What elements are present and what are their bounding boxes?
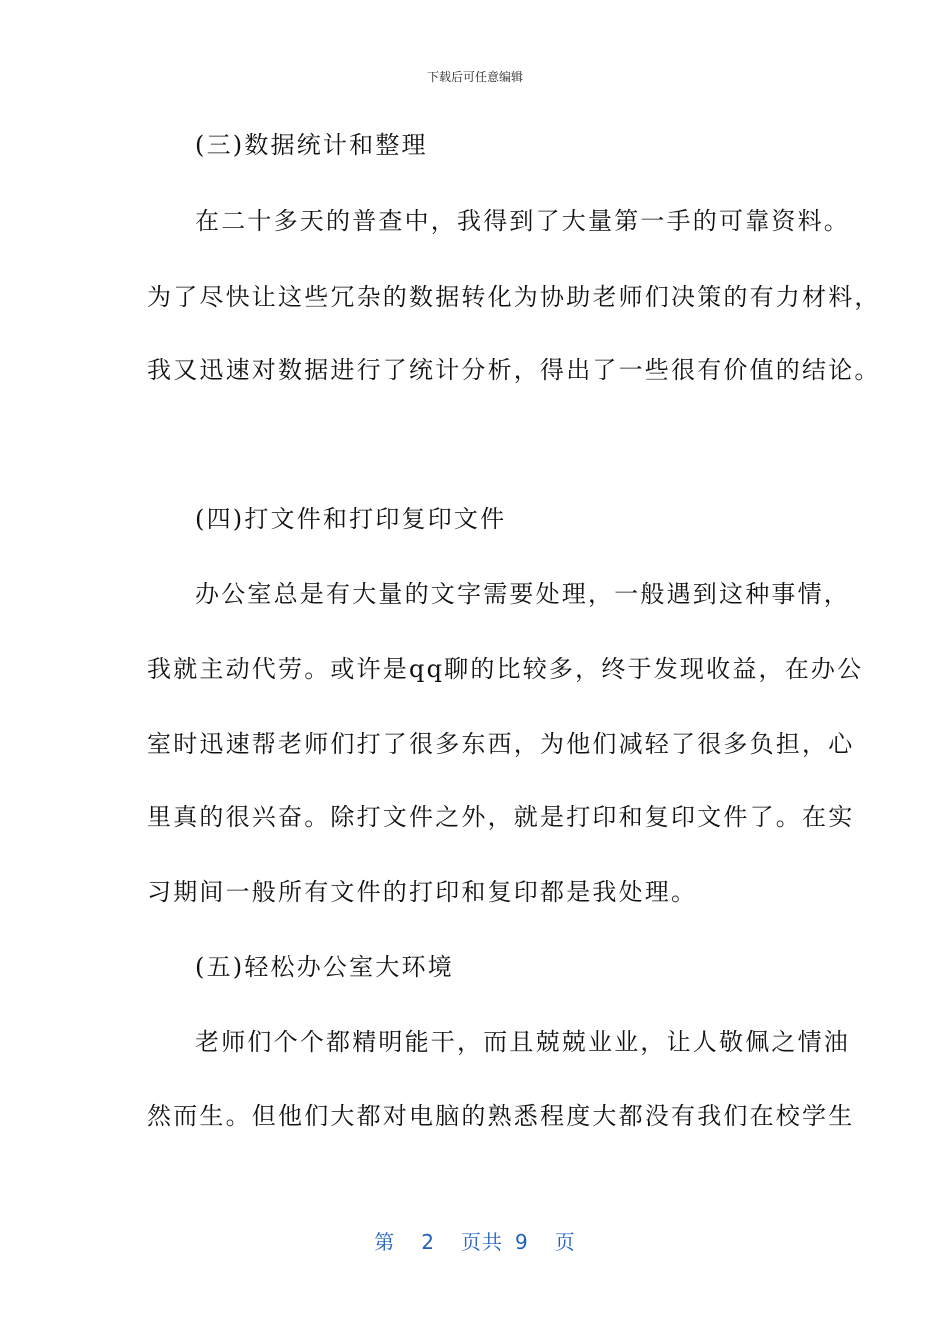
paragraph-line: 室时迅速帮老师们打了很多东西，为他们减轻了很多负担，心: [147, 730, 855, 758]
footer-total-pages: 9: [515, 1230, 529, 1254]
paragraph-line: 办公室总是有大量的文字需要处理，一般遇到这种事情，: [195, 580, 850, 608]
paragraph-line: 老师们个个都精明能干，而且兢兢业业，让人敬佩之情油: [195, 1028, 850, 1056]
section-heading-5: (五)轻松办公室大环境: [195, 953, 454, 981]
footer-label-end: 页: [554, 1230, 576, 1254]
footer-label-total: 页共: [461, 1230, 503, 1254]
paragraph-line: 在二十多天的普查中，我得到了大量第一手的可靠资料。: [195, 207, 850, 235]
footer-label-page: 第: [374, 1230, 396, 1254]
page-footer: [0, 1226, 950, 1255]
section-heading-4: (四)打文件和打印复印文件: [195, 505, 507, 533]
paragraph-line: 习期间一般所有文件的打印和复印都是我处理。: [147, 878, 698, 906]
paragraph-line: 我又迅速对数据进行了统计分析，得出了一些很有价值的结论。: [147, 356, 881, 384]
section-heading-3: (三)数据统计和整理: [195, 131, 428, 159]
paragraph-line: 然而生。但他们大都对电脑的熟悉程度大都没有我们在校学生: [147, 1102, 855, 1130]
paragraph-line: 为了尽快让这些冗杂的数据转化为协助老师们决策的有力材料，: [147, 283, 881, 311]
paragraph-line: 我就主动代劳。或许是qq聊的比较多，终于发现收益，在办公: [147, 655, 864, 683]
header-note: 下载后可任意编辑: [426, 70, 523, 84]
paragraph-line: 里真的很兴奋。除打文件之外，就是打印和复印文件了。在实: [147, 803, 855, 831]
footer-current-page: 2: [421, 1230, 435, 1254]
